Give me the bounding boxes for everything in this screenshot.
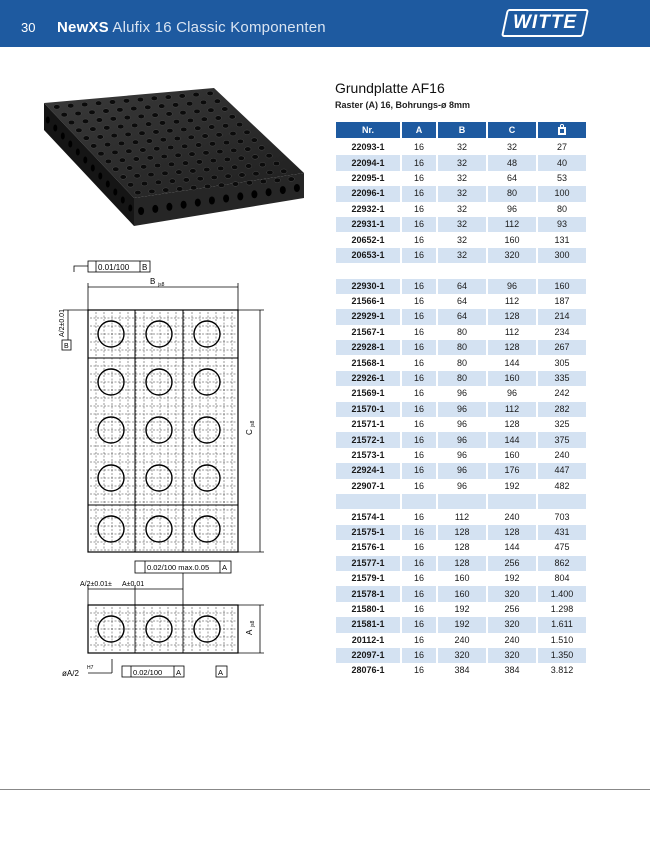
cell-a: 16 [413,419,424,430]
cell-nr: 21570-1 [336,402,400,417]
table-row [336,140,586,155]
cell-weight: 240 [554,450,570,460]
table-row [336,479,586,494]
drawing-dim-b-sub: js8 [158,282,165,288]
footer-rule [0,789,650,790]
cell-c: 80 [488,186,536,201]
drawing-tol-par: 0.02/100 [133,668,163,677]
product-title: Grundplatte AF16 [335,80,445,96]
cell-nr: 21577-1 [336,556,400,571]
cell-c: 112 [488,217,536,232]
cell-a: 16 [413,573,424,584]
spacer-cell [438,263,486,278]
cell-nr: 22097-1 [336,648,400,663]
cell-c: 48 [488,155,536,170]
cell-c: 128 [504,419,520,430]
table-row [336,571,586,586]
table-row [336,355,586,370]
cell-b: 240 [454,634,470,645]
cell-nr: 22928-1 [336,340,400,355]
table-row [336,448,586,463]
cell-weight: 267 [538,340,586,355]
cell-b: 192 [454,603,470,614]
header-title [57,19,326,36]
col-nr: Nr. [336,122,400,140]
table-row [336,432,586,447]
cell-b: 64 [438,309,486,324]
cell-b: 80 [456,357,467,368]
product-photo [34,78,314,248]
cell-weight: 27 [556,142,567,153]
cell-nr: 20652-1 [351,234,385,245]
spacer-cell [488,494,536,509]
drawing-dim-a-side-sub: js8 [250,620,256,627]
cell-weight: 40 [538,155,586,170]
cell-c: 144 [488,432,536,447]
spacer-cell [538,263,586,278]
cell-b: 96 [456,450,467,460]
cell-c: 112 [488,402,536,417]
table-row [336,402,586,417]
cell-nr: 22929-1 [336,309,400,324]
cell-weight: 1.350 [538,648,586,663]
drawing-dim-a-bottom: A±0.01 [122,581,145,588]
cell-b: 32 [438,217,486,232]
cell-b: 80 [456,326,467,337]
table-row [336,325,586,340]
col-a: A [402,122,436,140]
cell-nr: 22931-1 [336,217,400,232]
drawing-dim-c: C [245,429,254,435]
cell-weight: 100 [538,186,586,201]
cell-weight: 214 [538,309,586,324]
drawing-dim-a-side: A [245,629,254,635]
cell-nr: 21573-1 [351,450,385,460]
cell-a: 16 [402,525,436,540]
table-row [336,540,586,555]
cell-nr: 20653-1 [336,248,400,263]
cell-b: 128 [454,542,470,553]
cell-b: 192 [438,617,486,632]
cell-b: 96 [456,419,467,430]
cell-b: 80 [438,371,486,386]
cell-nr: 21581-1 [336,617,400,632]
cell-weight: 53 [556,172,567,183]
cell-c: 96 [506,203,517,214]
table-row [336,294,586,309]
cell-nr: 21566-1 [351,296,385,307]
table-row [336,232,586,247]
cell-a: 16 [413,480,424,491]
cell-c: 240 [504,634,520,645]
cell-weight: 1.298 [550,603,574,614]
drawing-dim-a2-left: A/2±0.01 [59,309,66,337]
cell-a: 16 [402,463,436,478]
table-spacer-row [336,263,586,278]
table-row [336,217,586,232]
spacer-cell [402,494,436,509]
cell-weight: 475 [554,542,570,553]
cell-c: 64 [506,172,517,183]
cell-a: 16 [413,172,424,183]
cell-c: 192 [504,573,520,584]
table-row [336,155,586,170]
spec-table [334,122,588,679]
cell-nr: 21574-1 [351,511,385,522]
cell-b: 384 [454,665,470,676]
drawing-ref-a2: A [176,668,182,677]
cell-b: 96 [438,463,486,478]
col-weight [538,122,586,140]
cell-weight: 131 [554,234,570,245]
cell-weight: 431 [538,525,586,540]
table-header-row [336,122,586,140]
cell-a: 16 [413,450,424,460]
cell-c: 128 [488,525,536,540]
cell-a: 16 [402,186,436,201]
drawing-tol-flat: 0.02/100 max.0.05 [147,563,210,572]
cell-weight: 160 [538,279,586,294]
cell-weight: 305 [554,357,570,368]
cell-nr: 21580-1 [351,603,385,614]
cell-a: 16 [413,511,424,522]
cell-a: 16 [402,402,436,417]
cell-c: 96 [506,388,517,399]
cell-weight: 300 [538,248,586,263]
cell-a: 16 [402,155,436,170]
table-row [336,417,586,432]
table-row [336,602,586,617]
table-row [336,186,586,201]
cell-nr: 22926-1 [336,371,400,386]
cell-c: 32 [506,142,517,153]
cell-b: 96 [438,402,486,417]
table-row [336,509,586,524]
cell-weight: 335 [538,371,586,386]
drawing-ref-b: B [142,263,148,272]
drawing-dim-c-sub: js8 [250,420,256,427]
table-spacer-row [336,494,586,509]
cell-weight: 482 [554,480,570,491]
table-row [336,633,586,648]
cell-a: 16 [413,203,424,214]
cell-a: 16 [413,388,424,399]
cell-b: 80 [438,340,486,355]
cell-a: 16 [413,634,424,645]
drawing-ref-a3: A [218,668,224,677]
cell-c: 256 [504,603,520,614]
cell-nr: 21576-1 [351,542,385,553]
spacer-cell [336,263,400,278]
cell-weight: 234 [554,326,570,337]
cell-c: 160 [504,450,520,460]
cell-weight: 187 [554,296,570,307]
cell-b: 128 [438,525,486,540]
weight-icon [557,124,567,135]
cell-b: 128 [438,556,486,571]
cell-nr: 21579-1 [351,573,385,584]
cell-c: 320 [488,248,536,263]
cell-c: 144 [504,542,520,553]
cell-c: 128 [488,340,536,355]
cell-a: 16 [413,326,424,337]
table-row [336,648,586,663]
technical-drawing [50,255,330,695]
logo-text: WITTE [512,12,578,33]
table-row [336,202,586,217]
table-row [336,386,586,401]
cell-b: 320 [438,648,486,663]
cell-b: 32 [456,234,467,245]
cell-c: 320 [488,648,536,663]
drawing-hole-tol: H7 [87,665,94,671]
drawing-ref-a: A [222,563,228,572]
page-header [0,0,650,47]
cell-c: 96 [488,279,536,294]
cell-weight: 282 [538,402,586,417]
cell-weight: 1.611 [538,617,586,632]
spacer-cell [538,494,586,509]
cell-b: 32 [456,203,467,214]
cell-a: 16 [413,542,424,553]
cell-weight: 1.400 [538,586,586,601]
cell-c: 384 [504,665,520,676]
cell-a: 16 [413,296,424,307]
table-row [336,279,586,294]
cell-b: 32 [438,248,486,263]
cell-nr: 22094-1 [336,155,400,170]
table-row [336,586,586,601]
cell-b: 32 [438,186,486,201]
cell-b: 96 [456,388,467,399]
cell-a: 16 [402,279,436,294]
drawing-tol-top: 0.01/100 [98,263,130,272]
section-title: Alufix 16 Classic Komponenten [112,19,326,36]
cell-nr: 21569-1 [351,388,385,399]
cell-c: 160 [504,234,520,245]
cell-a: 16 [413,142,424,153]
cell-weight: 862 [538,556,586,571]
cell-c: 320 [488,617,536,632]
cell-a: 16 [413,357,424,368]
cell-a: 16 [402,217,436,232]
cell-b: 96 [438,432,486,447]
cell-weight: 93 [538,217,586,232]
table-row [336,556,586,571]
cell-nr: 20112-1 [351,634,385,645]
cell-c: 320 [488,586,536,601]
cell-a: 16 [402,586,436,601]
spacer-cell [488,263,536,278]
cell-a: 16 [402,617,436,632]
cell-nr: 22095-1 [351,172,385,183]
cell-b: 64 [438,279,486,294]
cell-weight: 325 [554,419,570,430]
table-row [336,463,586,478]
cell-nr: 22930-1 [336,279,400,294]
cell-a: 16 [402,432,436,447]
cell-weight: 703 [554,511,570,522]
cell-nr: 21572-1 [336,432,400,447]
cell-b: 32 [438,155,486,170]
cell-nr: 22096-1 [336,186,400,201]
witte-logo [501,9,589,37]
col-b: B [438,122,486,140]
cell-b: 160 [454,573,470,584]
cell-a: 16 [402,248,436,263]
cell-c: 256 [488,556,536,571]
table-row [336,309,586,324]
table-row [336,525,586,540]
col-c: C [488,122,536,140]
cell-b: 32 [456,142,467,153]
cell-nr: 22093-1 [351,142,385,153]
cell-c: 112 [504,296,520,307]
cell-b: 160 [438,586,486,601]
drawing-hole-dia: øA/2 [62,669,79,678]
cell-nr: 21571-1 [351,419,385,430]
cell-weight: 80 [556,203,567,214]
cell-weight: 447 [538,463,586,478]
cell-b: 32 [456,172,467,183]
brand-name: NewXS [57,19,109,36]
drawing-ref-b-box: B [64,343,69,350]
cell-nr: 21575-1 [336,525,400,540]
cell-c: 112 [504,326,520,337]
cell-a: 16 [402,309,436,324]
cell-c: 192 [504,480,520,491]
cell-a: 16 [413,234,424,245]
cell-weight: 375 [538,432,586,447]
cell-nr: 22907-1 [351,480,385,491]
cell-c: 144 [504,357,520,368]
spacer-cell [438,494,486,509]
cell-a: 16 [413,603,424,614]
table-row [336,617,586,632]
cell-a: 16 [402,371,436,386]
cell-nr: 22932-1 [351,203,385,214]
cell-nr: 21567-1 [351,326,385,337]
cell-nr: 21578-1 [336,586,400,601]
table-row [336,663,586,678]
cell-weight: 242 [554,388,570,399]
cell-nr: 21568-1 [351,357,385,368]
cell-nr: 28076-1 [351,665,385,676]
spacer-cell [402,263,436,278]
cell-c: 160 [488,371,536,386]
drawing-dim-a2-bottom: A/2±0.01± [80,581,112,588]
cell-weight: 804 [554,573,570,584]
cell-weight: 1.510 [550,634,574,645]
cell-a: 16 [402,556,436,571]
table-row [336,340,586,355]
cell-a: 16 [402,648,436,663]
drawing-dim-b: B [150,277,156,286]
table-row [336,371,586,386]
table-row [336,248,586,263]
cell-a: 16 [402,340,436,355]
cell-weight: 3.812 [550,665,574,676]
spacer-cell [336,494,400,509]
cell-b: 96 [456,480,467,491]
table-row [336,171,586,186]
cell-c: 176 [488,463,536,478]
page-number: 30 [21,20,36,35]
cell-a: 16 [413,665,424,676]
product-subtitle: Raster (A) 16, Bohrungs-ø 8mm [335,100,471,110]
cell-b: 112 [454,511,470,522]
cell-nr: 22924-1 [336,463,400,478]
cell-c: 128 [488,309,536,324]
cell-c: 240 [504,511,520,522]
cell-b: 64 [456,296,467,307]
